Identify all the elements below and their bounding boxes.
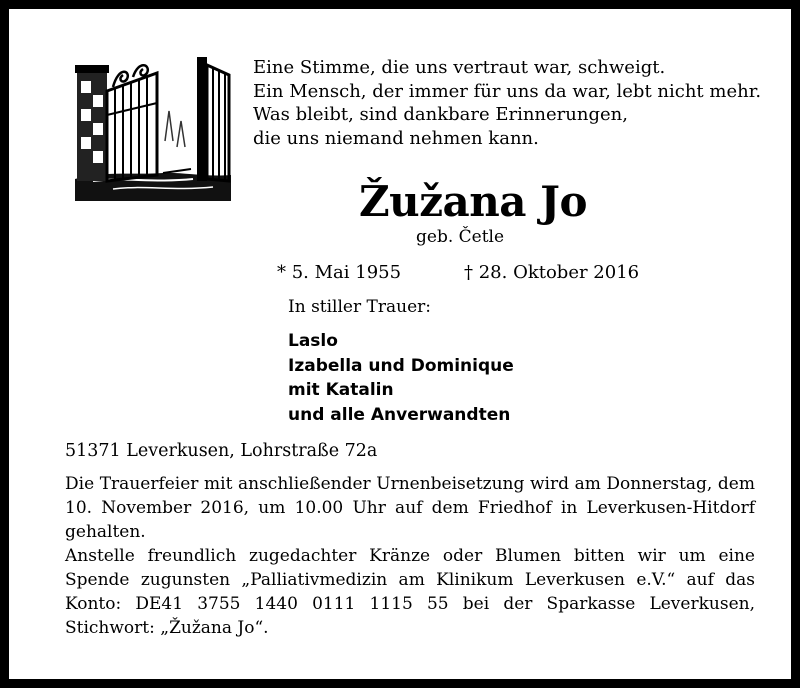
poem-line: die uns niemand nehmen kann. [253,127,539,149]
funeral-info-paragraph: Die Trauerfeier mit anschließender Urnenbeisetzung wird am Donnerstag, dem 10. November 2016, um 10.00 Uhr auf dem Friedhof in Leverkusen-Hitdorf gehalten. [65,474,755,542]
mourner-name: Izabella und Dominique [288,355,514,376]
death-date: † 28. Oktober 2016 [464,262,640,283]
donation-info-paragraph: Anstelle freundlich zugedachter Kränze oder Blumen bitten wir um eine Spende zugunsten „Palliativmedizin am Klinikum Leverkusen e.V.“ auf das Konto: DE41 3755 1440 0111 1115 55 bei der Sparkasse Leverkusen, Stichwort: „Žužana Jo“. [65,546,755,638]
poem-line: Eine Stimme, die uns vertraut war, schweigt. [253,57,666,78]
mourner-name: mit Katalin [288,380,394,400]
family-address: 51371 Leverkusen, Lohrstraße 72a [65,441,378,461]
maiden-name: geb. Četle [416,227,505,247]
birth-date: * 5. Mai 1955 [277,262,402,283]
poem-line: Ein Mensch, der immer für uns da war, lebt nicht mehr. [253,80,762,102]
deceased-name: Žužana Jo [359,177,588,226]
poem-line: Was bleibt, sind dankbare Erinnerungen, [253,104,628,125]
open-gate-icon [73,51,233,203]
poem [253,56,761,150]
mourner-name: Laslo [288,331,338,351]
mourner-list [288,329,514,427]
mourner-name: und alle Anverwandten [288,404,511,425]
mourning-heading: In stiller Trauer: [288,297,431,317]
